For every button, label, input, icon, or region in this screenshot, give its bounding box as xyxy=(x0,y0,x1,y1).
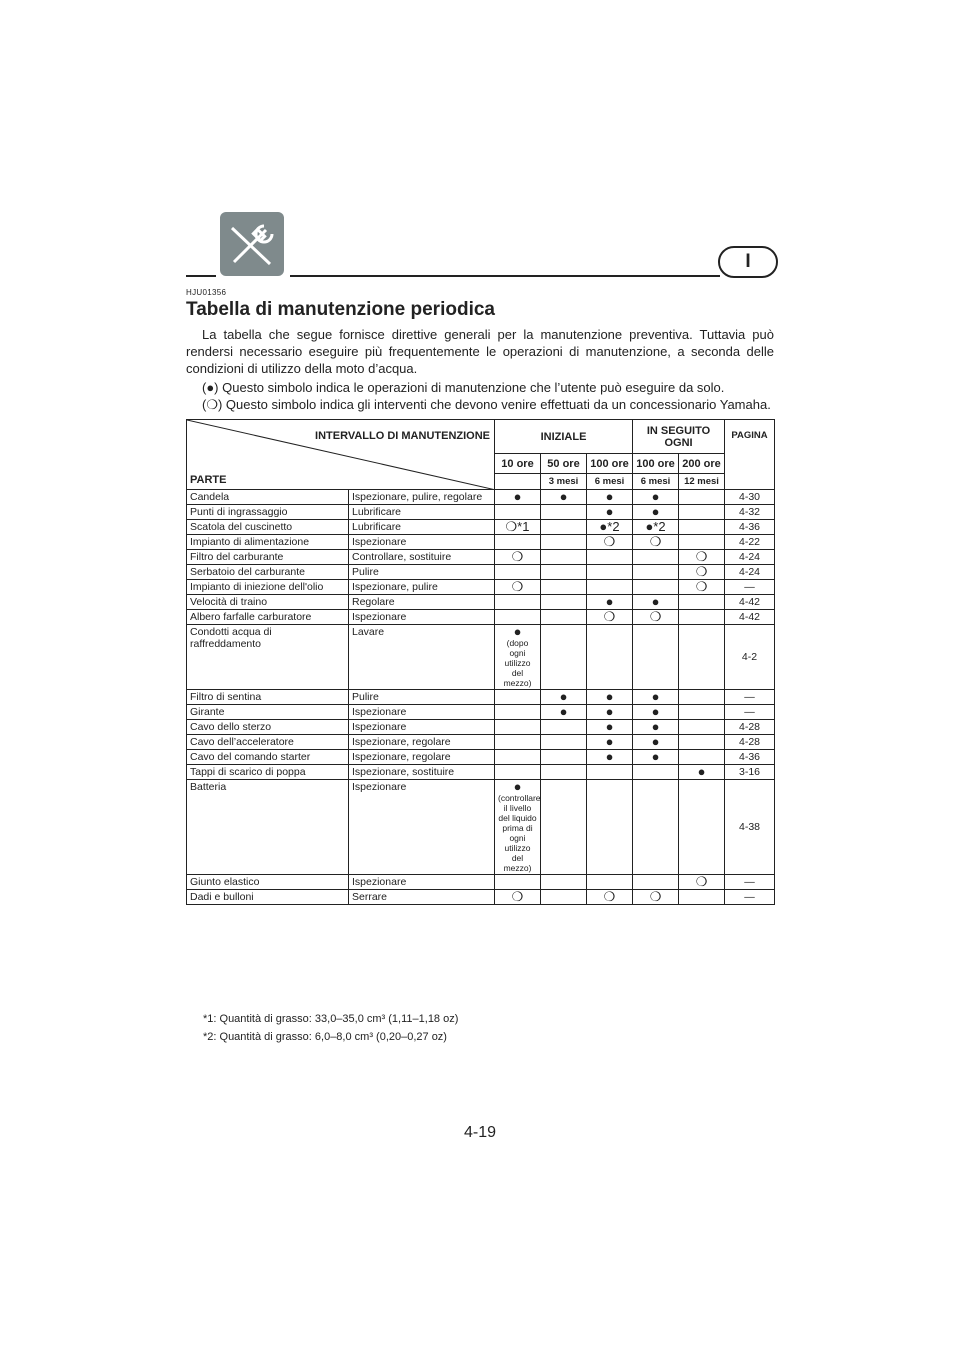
row-symbol xyxy=(495,875,541,890)
header-hours: 10 ore xyxy=(495,454,541,474)
row-symbol xyxy=(679,765,725,780)
row-part: Giunto elastico xyxy=(187,875,349,890)
row-page: — xyxy=(725,705,775,720)
row-symbol xyxy=(495,610,541,625)
row-symbol xyxy=(633,520,679,535)
maintenance-symbol: ❍*1 xyxy=(505,519,530,534)
page-title: Tabella di manutenzione periodica xyxy=(186,299,495,320)
row-part: Serbatoio del carburante xyxy=(187,565,349,580)
row-page: — xyxy=(725,890,775,905)
row-symbol xyxy=(495,690,541,705)
row-symbol xyxy=(679,875,725,890)
footnote-2: *2: Quantità di grasso: 6,0–8,0 cm³ (0,20–0,27 oz) xyxy=(203,1031,447,1043)
maintenance-symbol: ● xyxy=(605,489,614,504)
row-symbol xyxy=(495,890,541,905)
row-part: Girante xyxy=(187,705,349,720)
row-symbol xyxy=(541,720,587,735)
maintenance-symbol: ❍ xyxy=(511,549,524,564)
maintenance-symbol: ● xyxy=(651,489,660,504)
row-action: Ispezionare, regolare xyxy=(349,750,495,765)
row-symbol xyxy=(633,580,679,595)
tools-icon xyxy=(220,212,284,276)
row-symbol xyxy=(587,735,633,750)
row-symbol xyxy=(633,610,679,625)
row-symbol xyxy=(541,625,587,690)
row-symbol xyxy=(587,720,633,735)
row-action: Lubrificare xyxy=(349,505,495,520)
row-symbol xyxy=(587,610,633,625)
row-symbol xyxy=(587,875,633,890)
maintenance-symbol: ❍ xyxy=(511,889,524,904)
row-symbol xyxy=(679,550,725,565)
row-symbol xyxy=(679,610,725,625)
row-page: 4-42 xyxy=(725,595,775,610)
row-symbol xyxy=(633,565,679,580)
row-part: Albero farfalle carburatore xyxy=(187,610,349,625)
maintenance-symbol: ● xyxy=(605,689,614,704)
table-row xyxy=(187,535,775,550)
row-symbol xyxy=(587,625,633,690)
maintenance-symbol: ❍ xyxy=(695,579,708,594)
header-hours: 50 ore xyxy=(541,454,587,474)
maintenance-symbol: ● xyxy=(651,504,660,519)
maintenance-symbol: ❍ xyxy=(649,609,662,624)
row-symbol xyxy=(633,705,679,720)
row-symbol xyxy=(679,690,725,705)
table-row xyxy=(187,625,775,690)
row-symbol xyxy=(587,565,633,580)
row-symbol xyxy=(587,535,633,550)
maintenance-symbol: ● xyxy=(651,704,660,719)
row-symbol xyxy=(495,780,541,875)
row-symbol xyxy=(679,735,725,750)
row-symbol xyxy=(679,505,725,520)
maintenance-symbol: ❍ xyxy=(603,534,616,549)
table-row xyxy=(187,505,775,520)
row-symbol xyxy=(633,595,679,610)
maintenance-symbol: ❍ xyxy=(511,579,524,594)
footnote-1: *1: Quantità di grasso: 33,0–35,0 cm³ (1,11–1,18 oz) xyxy=(203,1013,459,1025)
row-symbol xyxy=(541,595,587,610)
row-symbol xyxy=(679,565,725,580)
table-row xyxy=(187,595,775,610)
row-action: Ispezionare, sostituire xyxy=(349,765,495,780)
row-symbol xyxy=(541,750,587,765)
row-part: Dadi e bulloni xyxy=(187,890,349,905)
maintenance-symbol: ● xyxy=(651,689,660,704)
maintenance-symbol: ● xyxy=(559,704,568,719)
row-symbol xyxy=(541,705,587,720)
maintenance-symbol: ❍ xyxy=(695,564,708,579)
row-action: Regolare xyxy=(349,595,495,610)
table-row xyxy=(187,780,775,875)
maintenance-symbol: ● xyxy=(605,504,614,519)
row-symbol xyxy=(541,535,587,550)
row-page: 4-24 xyxy=(725,565,775,580)
maintenance-symbol: ●*2 xyxy=(645,519,666,534)
row-action: Controllare, sostituire xyxy=(349,550,495,565)
row-symbol xyxy=(587,890,633,905)
maintenance-symbol: ● xyxy=(605,734,614,749)
header-hours: 100 ore xyxy=(587,454,633,474)
row-symbol xyxy=(679,535,725,550)
row-symbol xyxy=(633,875,679,890)
row-page: 3-16 xyxy=(725,765,775,780)
row-symbol xyxy=(541,765,587,780)
table-row xyxy=(187,875,775,890)
row-action: Ispezionare xyxy=(349,780,495,875)
header-part: PARTE xyxy=(190,474,227,486)
row-symbol xyxy=(679,705,725,720)
row-symbol xyxy=(495,720,541,735)
maintenance-symbol: ● xyxy=(513,489,522,504)
row-part: Batteria xyxy=(187,780,349,875)
row-symbol xyxy=(541,550,587,565)
legend-open: (❍) Questo simbolo indica gli interventi che devono venire effettuati da un concessionario Yamaha. xyxy=(202,397,771,412)
maintenance-table xyxy=(186,419,775,905)
table-row xyxy=(187,580,775,595)
row-symbol xyxy=(679,520,725,535)
maintenance-symbol: ● xyxy=(651,594,660,609)
row-symbol xyxy=(495,735,541,750)
maintenance-symbol: ❍ xyxy=(695,549,708,564)
row-symbol xyxy=(541,875,587,890)
row-note: (controllare il livello del liquido prima di ogni utilizzo del mezzo) xyxy=(498,793,541,873)
row-part: Filtro del carburante xyxy=(187,550,349,565)
row-part: Condotti acqua di raffreddamento xyxy=(187,625,349,690)
row-part: Scatola del cuscinetto xyxy=(187,520,349,535)
row-symbol xyxy=(495,580,541,595)
row-symbol xyxy=(679,780,725,875)
header-months: 6 mesi xyxy=(633,474,679,490)
row-action: Lubrificare xyxy=(349,520,495,535)
row-action: Ispezionare xyxy=(349,705,495,720)
row-part: Punti di ingrassaggio xyxy=(187,505,349,520)
row-symbol xyxy=(633,550,679,565)
maintenance-symbol: ❍ xyxy=(603,889,616,904)
row-symbol xyxy=(495,535,541,550)
row-action: Ispezionare, pulire xyxy=(349,580,495,595)
row-symbol xyxy=(633,780,679,875)
page-number: 4-19 xyxy=(463,1124,497,1141)
maintenance-symbol: ● xyxy=(559,489,568,504)
row-symbol xyxy=(679,890,725,905)
row-symbol xyxy=(495,505,541,520)
row-symbol xyxy=(541,890,587,905)
table-row xyxy=(187,705,775,720)
row-symbol xyxy=(541,690,587,705)
row-page: — xyxy=(725,580,775,595)
language-badge: I xyxy=(718,246,778,278)
header-interval: INTERVALLO DI MANUTENZIONE xyxy=(315,430,490,442)
row-symbol xyxy=(587,580,633,595)
row-symbol xyxy=(495,625,541,690)
row-part: Impianto di iniezione dell'olio xyxy=(187,580,349,595)
table-row xyxy=(187,565,775,580)
maintenance-symbol: ❍ xyxy=(695,874,708,889)
row-page: 4-30 xyxy=(725,490,775,505)
row-page: 4-24 xyxy=(725,550,775,565)
maintenance-symbol: ● xyxy=(651,749,660,764)
row-symbol xyxy=(633,735,679,750)
row-symbol xyxy=(679,595,725,610)
maintenance-symbol: ● xyxy=(513,624,522,639)
row-page: 4-42 xyxy=(725,610,775,625)
row-symbol xyxy=(633,750,679,765)
row-symbol xyxy=(587,505,633,520)
header-hours: 100 ore xyxy=(633,454,679,474)
row-symbol xyxy=(495,765,541,780)
row-action: Serrare xyxy=(349,890,495,905)
row-part: Cavo del comando starter xyxy=(187,750,349,765)
row-page: 4-28 xyxy=(725,735,775,750)
row-page: 4-36 xyxy=(725,750,775,765)
row-symbol xyxy=(679,490,725,505)
header-diagonal-cell xyxy=(187,420,495,490)
row-page: — xyxy=(725,875,775,890)
row-symbol xyxy=(495,705,541,720)
table-row xyxy=(187,890,775,905)
row-symbol xyxy=(587,705,633,720)
maintenance-symbol: ● xyxy=(559,689,568,704)
table-row xyxy=(187,690,775,705)
header-after: IN SEGUITO OGNI xyxy=(633,420,725,454)
row-symbol xyxy=(541,780,587,875)
row-symbol xyxy=(633,890,679,905)
maintenance-symbol: ❍ xyxy=(649,889,662,904)
maintenance-symbol: ● xyxy=(651,734,660,749)
row-part: Impianto di alimentazione xyxy=(187,535,349,550)
row-page: — xyxy=(725,690,775,705)
table-row xyxy=(187,490,775,505)
row-symbol xyxy=(587,595,633,610)
row-symbol xyxy=(633,765,679,780)
row-symbol xyxy=(633,690,679,705)
row-symbol xyxy=(495,550,541,565)
header-page: PAGINA xyxy=(725,420,775,490)
maintenance-symbol: ● xyxy=(605,704,614,719)
doc-code: HJU01356 xyxy=(186,288,227,297)
row-part: Cavo dell’acceleratore xyxy=(187,735,349,750)
legend-filled: (●) Questo simbolo indica le operazioni di manutenzione che l’utente può eseguire da solo. xyxy=(202,380,725,395)
header-months: 12 mesi xyxy=(679,474,725,490)
table-row xyxy=(187,720,775,735)
row-action: Ispezionare xyxy=(349,875,495,890)
row-symbol xyxy=(541,580,587,595)
row-part: Tappi di scarico di poppa xyxy=(187,765,349,780)
row-action: Ispezionare xyxy=(349,720,495,735)
row-symbol xyxy=(679,580,725,595)
table-row xyxy=(187,610,775,625)
header-hours: 200 ore xyxy=(679,454,725,474)
table-row xyxy=(187,765,775,780)
row-symbol xyxy=(679,750,725,765)
row-symbol xyxy=(633,490,679,505)
row-symbol xyxy=(633,505,679,520)
row-symbol xyxy=(495,750,541,765)
row-symbol xyxy=(633,625,679,690)
row-action: Ispezionare xyxy=(349,535,495,550)
row-page: 4-38 xyxy=(725,780,775,875)
header-rule xyxy=(290,275,720,277)
row-symbol xyxy=(541,520,587,535)
row-symbol xyxy=(587,550,633,565)
row-symbol xyxy=(541,490,587,505)
maintenance-symbol: ❍ xyxy=(649,534,662,549)
row-symbol xyxy=(495,595,541,610)
row-part: Candela xyxy=(187,490,349,505)
row-symbol xyxy=(541,735,587,750)
header-rule-left xyxy=(186,275,216,277)
row-part: Velocità di traino xyxy=(187,595,349,610)
row-symbol xyxy=(541,610,587,625)
row-symbol xyxy=(587,490,633,505)
intro-paragraph: La tabella che segue fornisce direttive generali per la manutenzione preventiva. Tuttavia può rendersi necessario eseguire più frequentemente le operazioni di manutenzione, a seconda delle condizioni di utilizzo della moto d’acqua. xyxy=(186,327,774,376)
row-page: 4-22 xyxy=(725,535,775,550)
table-row xyxy=(187,520,775,535)
maintenance-symbol: ●*2 xyxy=(599,519,620,534)
maintenance-symbol: ● xyxy=(697,764,706,779)
row-symbol xyxy=(495,490,541,505)
row-page: 4-32 xyxy=(725,505,775,520)
header-months: 6 mesi xyxy=(587,474,633,490)
row-action: Ispezionare, regolare xyxy=(349,735,495,750)
row-action: Ispezionare, pulire, regolare xyxy=(349,490,495,505)
row-page: 4-28 xyxy=(725,720,775,735)
row-symbol xyxy=(587,765,633,780)
row-symbol xyxy=(587,750,633,765)
row-symbol xyxy=(587,780,633,875)
row-symbol xyxy=(495,520,541,535)
row-action: Pulire xyxy=(349,565,495,580)
maintenance-symbol: ● xyxy=(605,594,614,609)
table-row xyxy=(187,750,775,765)
row-page: 4-36 xyxy=(725,520,775,535)
header-months: 3 mesi xyxy=(541,474,587,490)
row-symbol xyxy=(679,720,725,735)
table-row xyxy=(187,550,775,565)
row-note: (dopo ogni utilizzo del mezzo) xyxy=(503,638,532,688)
row-action: Ispezionare xyxy=(349,610,495,625)
row-symbol xyxy=(587,520,633,535)
row-part: Cavo dello sterzo xyxy=(187,720,349,735)
row-page: 4-2 xyxy=(725,625,775,690)
table-row xyxy=(187,735,775,750)
maintenance-symbol: ❍ xyxy=(603,609,616,624)
maintenance-symbol: ● xyxy=(651,719,660,734)
row-action: Lavare xyxy=(349,625,495,690)
row-symbol xyxy=(633,535,679,550)
row-symbol xyxy=(679,625,725,690)
row-symbol xyxy=(633,720,679,735)
row-symbol xyxy=(495,565,541,580)
row-symbol xyxy=(541,565,587,580)
row-action: Pulire xyxy=(349,690,495,705)
row-symbol xyxy=(587,690,633,705)
maintenance-symbol: ● xyxy=(605,719,614,734)
header-months-blank xyxy=(495,474,541,490)
row-symbol xyxy=(541,505,587,520)
maintenance-symbol: ● xyxy=(605,749,614,764)
header-initial: INIZIALE xyxy=(495,420,633,454)
row-part: Filtro di sentina xyxy=(187,690,349,705)
maintenance-symbol: ● xyxy=(513,779,522,794)
